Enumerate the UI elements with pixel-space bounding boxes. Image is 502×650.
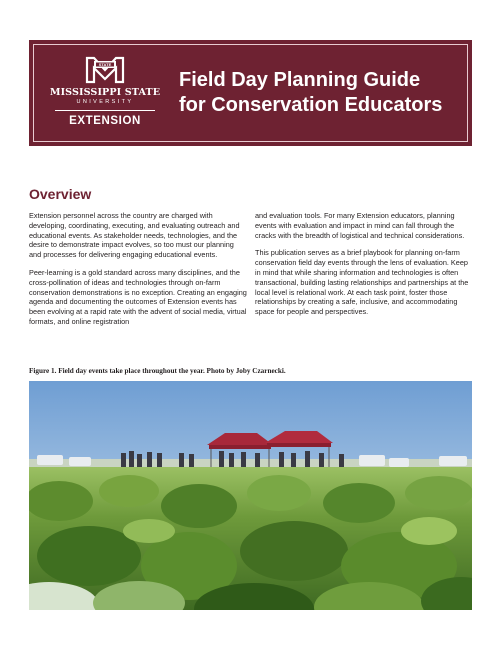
header-banner bbox=[29, 40, 472, 146]
msu-extension-logo bbox=[47, 54, 163, 134]
figure-caption: Figure 1. Field day events take place throughout the year. Photo by Joby Czarnecki. bbox=[29, 367, 286, 375]
field-day-photo-illustration bbox=[29, 381, 472, 610]
overview-right-column bbox=[255, 211, 473, 325]
title-line-1: Field Day Planning Guide bbox=[179, 69, 421, 91]
svg-text:STATE: STATE bbox=[98, 62, 112, 68]
logo-university-name: MISSISSIPPI STATE bbox=[49, 87, 161, 98]
logo-university-subtitle: UNIVERSITY bbox=[76, 99, 134, 105]
msu-m-logo-icon bbox=[85, 54, 125, 84]
overview-paragraph: and evaluation tools. For many Extension educators, planning events with evaluation and impact in mind can fall through the cracks with the breadth of logistical and technical considerations. bbox=[255, 211, 465, 240]
document-title bbox=[179, 68, 469, 118]
logo-divider bbox=[55, 110, 155, 111]
overview-left-column bbox=[29, 211, 247, 335]
title-line-2: for Conservation Educators bbox=[179, 94, 443, 116]
logo-extension-label: EXTENSION bbox=[69, 115, 141, 127]
overview-heading: Overview bbox=[29, 186, 92, 202]
overview-paragraph: Extension personnel across the country are charged with developing, coordinating, executing, and evaluating outreach and educational events. As stakeholder needs, technologies, and the desire to demonstrate impact evolves, so too must our planning and processes for delivering engaging educational events. bbox=[29, 211, 240, 260]
overview-paragraph: This publication serves as a brief playbook for planning on-farm conservation field day events through the lens of evaluation. Keep in mind that while sharing information and technologies is often transactional, building lasting relationships and partnerships at the local level is relational work. At each task point, foster those relationships by creating a safe, inclusive, and accommodating space for people and perspectives. bbox=[255, 248, 469, 317]
overview-paragraph: Peer-learning is a gold standard across many disciplines, and the cross-pollination of ideas and technologies through on-farm conservation demonstrations is no exception. Creating an engaging agenda and documenting the outcomes of Extension events has been evolving at a rapid rate with the advent of social media, virtual formats, and online registration bbox=[29, 267, 247, 326]
field-day-photo bbox=[29, 381, 472, 610]
